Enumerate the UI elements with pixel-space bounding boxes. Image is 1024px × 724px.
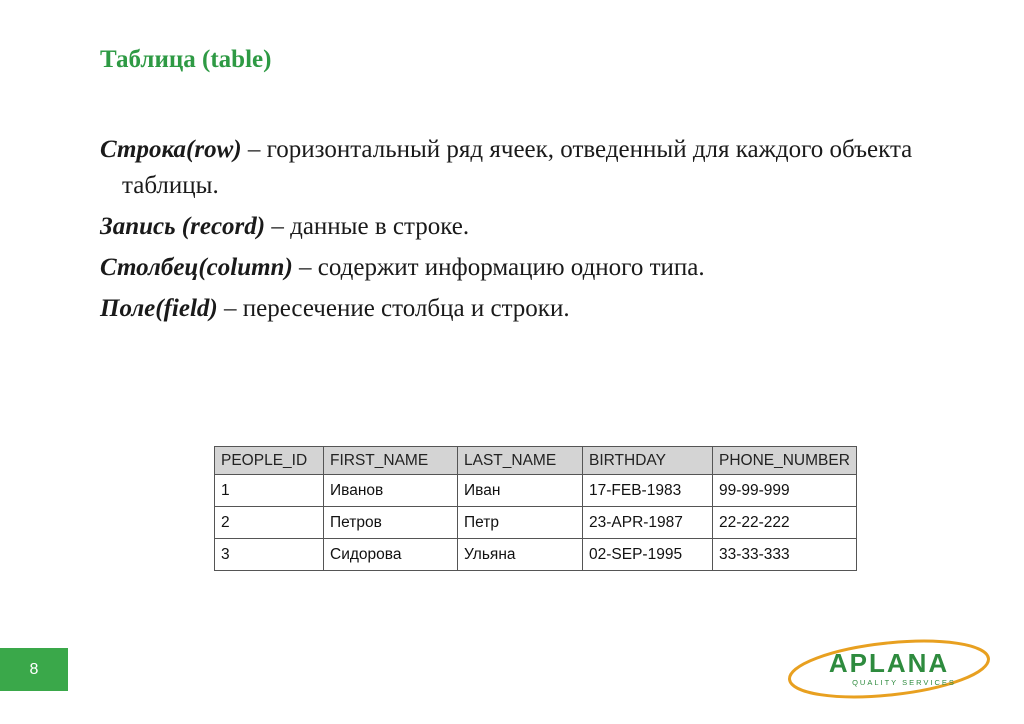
table-cell: 2 xyxy=(215,507,324,539)
column-header: PEOPLE_ID xyxy=(215,447,324,475)
table-cell: 3 xyxy=(215,539,324,571)
table-row xyxy=(215,475,857,507)
table-cell: Иванов xyxy=(324,475,458,507)
aplana-logo xyxy=(786,638,992,700)
definition-term: Столбец(column) xyxy=(100,254,293,281)
table-cell: Петр xyxy=(458,507,583,539)
table-row xyxy=(215,539,857,571)
table-cell: Сидорова xyxy=(324,539,458,571)
definition-row xyxy=(100,132,980,204)
people-table-container xyxy=(214,446,857,571)
definition-column xyxy=(100,250,980,286)
definition-term: Запись (record) xyxy=(100,213,266,240)
table-cell: Петров xyxy=(324,507,458,539)
slide-title: Таблица (table) xyxy=(100,46,272,73)
column-header: BIRTHDAY xyxy=(583,447,713,475)
column-header: PHONE_NUMBER xyxy=(713,447,857,475)
people-table xyxy=(214,446,857,571)
table-cell: Ульяна xyxy=(458,539,583,571)
definition-record xyxy=(100,209,980,245)
definition-text: – горизонтальный ряд ячеек, отведенный для каждого объекта таблицы. xyxy=(122,136,913,199)
table-cell: 17-FEB-1983 xyxy=(583,475,713,507)
column-header: LAST_NAME xyxy=(458,447,583,475)
page-number-badge xyxy=(0,648,68,691)
table-header-row xyxy=(215,447,857,475)
definitions-list xyxy=(100,132,980,332)
table-cell: 33-33-333 xyxy=(713,539,857,571)
table-cell: 99-99-999 xyxy=(713,475,857,507)
table-cell: 1 xyxy=(215,475,324,507)
page-number: 8 xyxy=(29,660,39,678)
definition-field xyxy=(100,291,980,327)
table-cell: 23-APR-1987 xyxy=(583,507,713,539)
definition-text: – пересечение столбца и строки. xyxy=(217,295,570,322)
table-cell: 22-22-222 xyxy=(713,507,857,539)
column-header: FIRST_NAME xyxy=(324,447,458,475)
definition-text: – содержит информацию одного типа. xyxy=(292,254,705,281)
definition-term: Строка(row) xyxy=(100,136,242,163)
table-cell: Иван xyxy=(458,475,583,507)
table-row xyxy=(215,507,857,539)
definition-text: – данные в строке. xyxy=(265,213,470,240)
table-cell: 02-SEP-1995 xyxy=(583,539,713,571)
logo-wordmark: APLANA xyxy=(828,648,950,678)
definition-term: Поле(field) xyxy=(100,295,218,322)
logo-tagline: QUALITY SERVICES xyxy=(852,678,956,687)
